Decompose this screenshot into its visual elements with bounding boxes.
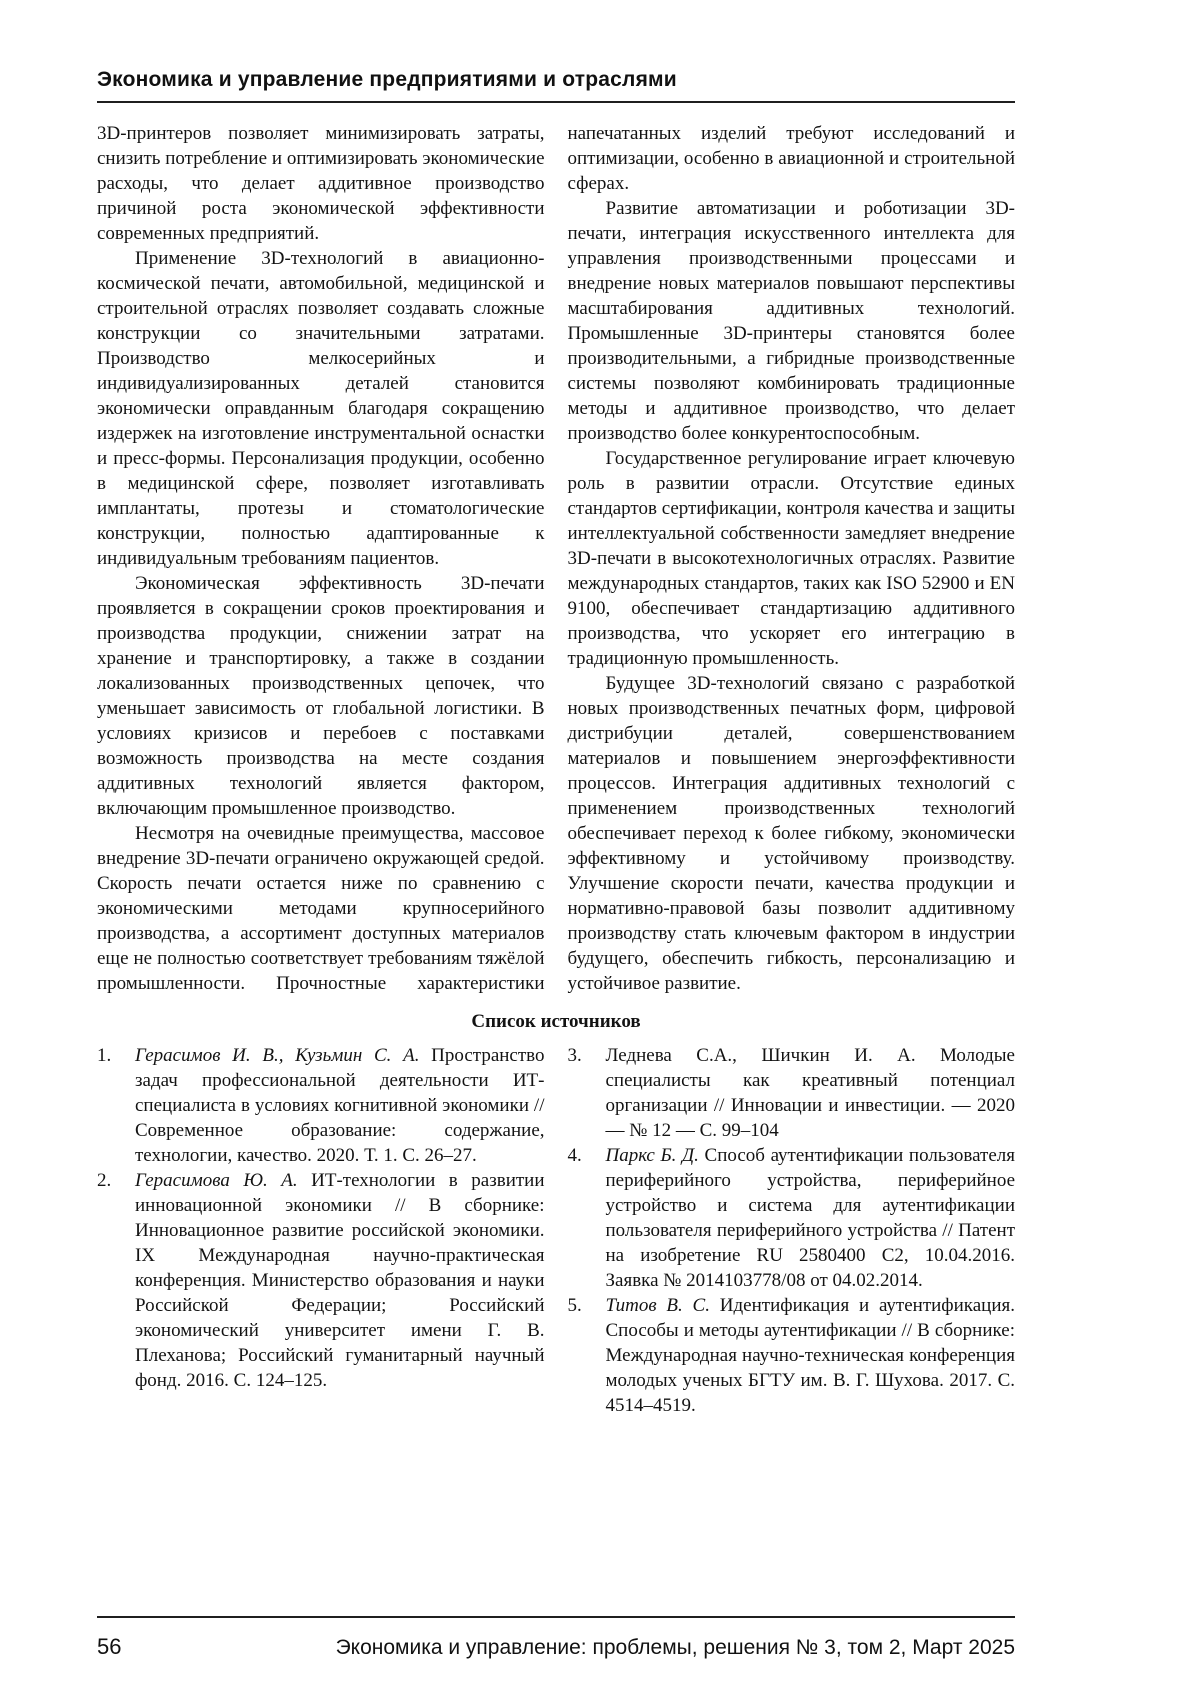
reference-item [568, 1293, 1016, 1418]
section-title: Экономика и управление предприятиями и отраслями [97, 68, 677, 91]
article-paragraph: Развитие автоматизации и роботизации 3D-печати, интеграция искусственного интеллекта для управления производственными процессами и внедрение новых материалов повышают перспективы масштабирования аддитивных технологий. Промышленные 3D-принтеры становятся более производительными, а гибридные производственные системы позволяют комбинировать традиционные методы и аддитивное производство, что делает производство более конкурентоспособным. [567, 198, 1015, 444]
reference-authors: Герасимова Ю. А. [135, 1170, 298, 1191]
reference-number: 5. [567, 1295, 582, 1316]
reference-text: Идентификация и аутентификация. Способы и методы аутентификации // В сборнике: Международная научно-техническая конференция молодых ученых БГТУ им. В. Г. Шухова. 2017. С. 4514–4519. [605, 1295, 1015, 1416]
reference-item [97, 1168, 545, 1393]
reference-number: 4. [567, 1145, 582, 1166]
reference-authors: Титов В. С. [605, 1295, 710, 1316]
reference-authors: Леднева С.А., Шичкин И. А. [605, 1045, 916, 1066]
page-content [97, 0, 1015, 1418]
reference-text: Способ аутентификации пользователя периферийного устройства, периферийное устройство и система для аутентификации пользователя периферийного устройства // Патент на изобретение RU 2580400 C2, 10.04.2016. Заявка № 2014103778/08 от 04.02.2014. [605, 1145, 1015, 1291]
article-paragraph: Экономическая эффективность 3D-печати проявляется в сокращении сроков проектирования и производства продукции, снижении затрат на хранение и транспортировку, а также в создании локализованных производственных цепочек, что уменьшает зависимость от глобальной логистики. В условиях кризисов и перебоев с поставками возможность производства на месте создания аддитивных технологий является фактором, включающим промышленное производство. [97, 573, 545, 819]
reference-number: 2. [97, 1170, 112, 1191]
reference-number: 3. [567, 1045, 582, 1066]
references-title: Список источников [471, 1011, 641, 1032]
reference-authors: Паркс Б. Д. [605, 1145, 699, 1166]
reference-item [97, 1043, 545, 1168]
reference-authors: Герасимов И. В., Кузьмин С. А. [135, 1045, 420, 1066]
page-number: 56 [97, 1634, 122, 1659]
article-paragraph: Государственное регулирование играет ключевую роль в развитии отрасли. Отсутствие единых стандартов сертификации, контроля качества и защиты интеллектуальной собственности замедляет внедрение 3D-печати в высокотехнологичных отраслях. Развитие международных стандартов, таких как ISO 52900 и EN 9100, обеспечивает стандартизацию аддитивного производства, что ускоряет его интеграцию в традиционную промышленность. [567, 448, 1016, 669]
article-paragraph: 3D-принтеров позволяет минимизировать затраты, снизить потребление и оптимизировать экономические расходы, что делает аддитивное производство причиной роста экономической эффективности современных предприятий. [97, 123, 545, 244]
article-paragraph: Несмотря на очевидные преимущества, массовое внедрение 3D-печати ограничено окружающей средой. Скорость печати остается ниже по сравнению с экономическими методами крупносерийного производства, а ассортимент доступных материалов еще не полностью соответствует требованиям тяжёлой промышленности. Прочностные характеристики напечатанных изделий требуют исследований и оптимизации, особенно в авиационной и строительной сферах. [97, 123, 1015, 994]
references-list [97, 1043, 1015, 1418]
reference-number: 1. [97, 1045, 112, 1066]
header-divider [97, 101, 1015, 103]
journal-title: Экономика и управление: проблемы, решения № 3, том 2, Март 2025 [335, 1636, 1015, 1659]
reference-text: ИТ-технологии в развитии инновационной экономики // В сборнике: Инновационное развитие российской экономики. IX Международная научно-практическая конференция. Министерство образования и науки Российской Федерации; Российский экономический университет имени Г. В. Плеханова; Российский гуманитарный научный фонд. 2016. С. 124–125. [135, 1170, 545, 1391]
reference-text: Молодые специалисты как креативный потенциал организации // Инновации и инвестиции. — 2020 — № 12 — С. 99–104 [605, 1045, 1015, 1141]
article-body [97, 121, 1015, 996]
page-header [97, 0, 1015, 103]
reference-text: Пространство задач профессиональной деятельности ИТ-специалиста в условиях когнитивной экономики // Современное образование: содержание, технологии, качество. 2020. Т. 1. С. 26–27. [135, 1045, 545, 1166]
page-footer [97, 1616, 1015, 1660]
reference-item [568, 1043, 1016, 1143]
reference-item [568, 1143, 1016, 1293]
article-paragraph: Применение 3D-технологий в авиационно-космической печати, автомобильной, медицинской и строительной отраслях позволяет создавать сложные конструкции со значительными затратами. Производство мелкосерийных и индивидуализированных деталей становится экономически оправданным благодаря сокращению издержек на изготовление инструментальной оснастки и пресс-формы. Персонализация продукции, особенно в медицинской сфере, позволяет изготавливать имплантаты, протезы и стоматологические конструкции, полностью адаптированные к индивидуальным требованиям пациентов. [97, 248, 545, 569]
article-paragraph: Будущее 3D-технологий связано с разработкой новых производственных печатных форм, цифровой дистрибуции деталей, совершенствованием материалов и повышением энергоэффективности процессов. Интеграция аддитивных технологий с применением производственных технологий обеспечивает переход к более гибкому, экономически эффективному и устойчивому производству. Улучшение скорости печати, качества продукции и нормативно-правовой базы позволит аддитивному производству стать ключевым фактором в индустрии будущего, обеспечить гибкость, персонализацию и устойчивое развитие. [567, 673, 1015, 994]
